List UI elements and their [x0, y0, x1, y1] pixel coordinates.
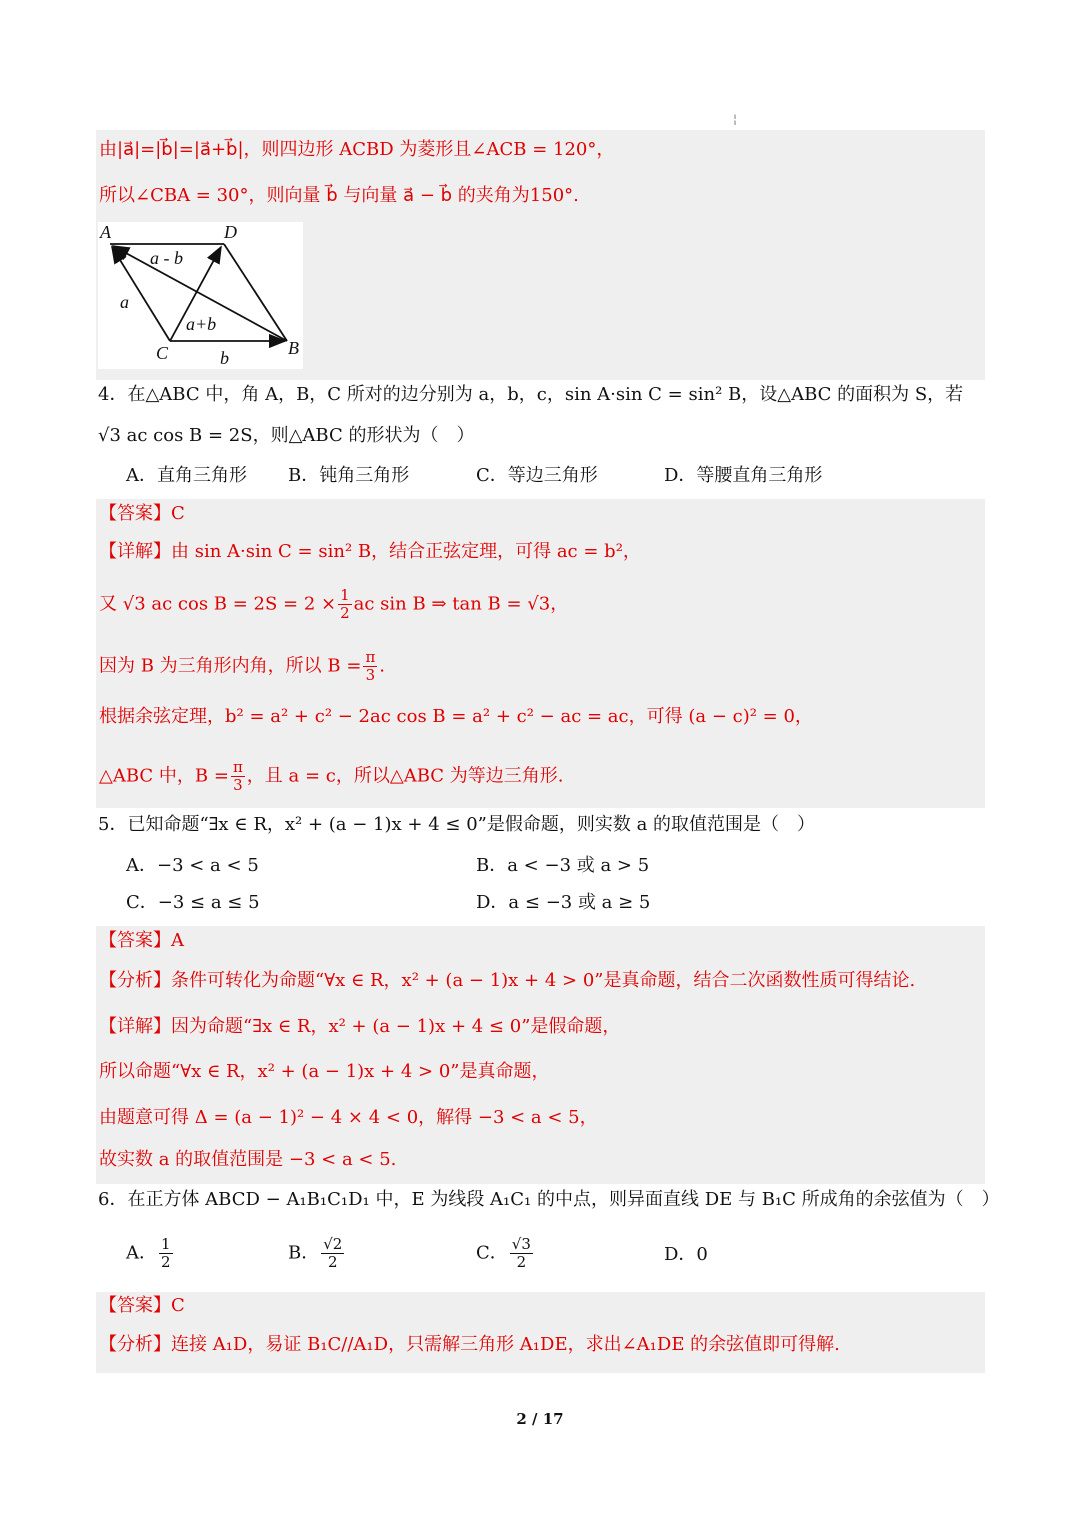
question-6-line1: 6．在正方体 ABCD − A₁B₁C₁D₁ 中，E 为线段 A₁C₁ 的中点，则异面直线 DE 与 B₁C 所成角的余弦值为（ ） [98, 1189, 1000, 1210]
detail-line: 由题意可得 Δ = (a − 1)² − 4 × 4 < 0，解得 −3 < a < 5， [99, 1107, 598, 1128]
label-b: b [220, 348, 229, 368]
fraction [338, 587, 352, 622]
detail-line [99, 587, 568, 622]
vector-rhombus-figure [98, 222, 303, 369]
analysis-line [99, 1333, 840, 1357]
analysis-text: 条件可转化为命题“∀x ∈ R，x² + (a − 1)x + 4 > 0”是真命题，结合二次函数性质可得结论. [171, 970, 916, 991]
detail-text: . [379, 655, 386, 677]
answer-label: 【答案】C [99, 1295, 185, 1316]
q6-option-b [288, 1236, 346, 1271]
q4-option-b: B．钝角三角形 [288, 465, 410, 486]
analysis-tag: 【分析】 [99, 970, 171, 991]
fraction-denominator: 2 [161, 1253, 171, 1271]
detail-line [99, 540, 641, 564]
label-B: B [288, 338, 299, 358]
fraction-denominator: 3 [365, 666, 376, 684]
q5-option-d: D．a ≤ −3 或 a ≥ 5 [476, 892, 651, 913]
question-4-line1: 4．在△ABC 中，角 A，B，C 所对的边分别为 a，b，c，sin A·sin C = sin² B，设△ABC 的面积为 S，若 [98, 384, 964, 405]
label-D: D [224, 222, 237, 242]
solution-line: 所以∠CBA = 30°，则向量 b⃗ 与向量 a⃗ − b⃗ 的夹角为150°. [99, 185, 579, 206]
detail-text: ac sin B ⇒ tan B = √3， [353, 593, 569, 615]
option-label: C． [476, 1242, 508, 1264]
page-marker: ¦ [733, 112, 738, 126]
option-label: A． [126, 1242, 157, 1264]
page-number: 2 / 17 [516, 1410, 564, 1428]
fraction [231, 759, 245, 794]
label-a: a [120, 292, 129, 312]
analysis-tag: 【分析】 [99, 1334, 171, 1355]
q5-option-b: B．a < −3 或 a > 5 [476, 855, 650, 876]
q4-option-d: D．等腰直角三角形 [664, 465, 823, 486]
detail-text: △ABC 中，B = [99, 765, 229, 787]
detail-line: 所以命题“∀x ∈ R，x² + (a − 1)x + 4 > 0”是真命题， [99, 1061, 550, 1082]
answer-block-q4 [96, 499, 985, 808]
fraction-denominator: 3 [233, 776, 243, 794]
label-A: A [100, 222, 111, 242]
answer-block-q5 [96, 926, 985, 1184]
fraction-numerator: π [365, 648, 376, 666]
solution-line: 由|a⃗|=|b⃗|=|a⃗+b⃗|，则四边形 ACBD 为菱形且∠ACB = 120°， [99, 139, 615, 160]
fraction-numerator: 1 [340, 586, 350, 604]
q4-option-a: A．直角三角形 [126, 465, 247, 486]
detail-text: 又 √3 ac cos B = 2S = 2 × [99, 593, 337, 615]
segment-DB [224, 244, 287, 341]
label-a-minus-b: a - b [150, 248, 183, 268]
analysis-line [99, 969, 915, 993]
detail-text: 因为命题“∃x ∈ R，x² + (a − 1)x + 4 ≤ 0”是假命题， [171, 1016, 621, 1037]
fraction [159, 1236, 173, 1271]
question-4-line2: √3 ac cos B = 2S，则△ABC 的形状为（ ） [98, 425, 475, 446]
q6-option-d: D．0 [664, 1244, 708, 1265]
fraction-numerator: √2 [323, 1235, 343, 1253]
detail-line [99, 649, 385, 684]
answer-label: 【答案】A [99, 930, 184, 951]
fraction-numerator: π [232, 758, 243, 776]
answer-label: 【答案】C [99, 503, 185, 524]
fraction-denominator: 2 [340, 604, 350, 622]
detail-line [99, 1015, 620, 1039]
q6-option-c [476, 1236, 535, 1271]
detail-line [99, 759, 563, 794]
fraction [510, 1236, 533, 1271]
fraction [321, 1236, 344, 1271]
q4-option-c: C．等边三角形 [476, 465, 598, 486]
option-label: B． [288, 1242, 320, 1264]
detail-text: 因为 B 为三角形内角，所以 B = [99, 655, 362, 677]
fraction-numerator: √3 [511, 1235, 531, 1253]
detail-line: 故实数 a 的取值范围是 −3 < a < 5. [99, 1149, 397, 1170]
detail-line: 根据余弦定理，b² = a² + c² − 2ac cos B = a² + c² − ac = ac，可得 (a − c)² = 0， [99, 706, 813, 727]
fraction-denominator: 2 [328, 1253, 338, 1271]
detail-tag: 【详解】 [99, 1016, 171, 1037]
fraction-denominator: 2 [516, 1253, 527, 1271]
label-C: C [156, 343, 169, 363]
label-a-plus-b: a+b [186, 314, 217, 334]
detail-tag: 【详解】 [99, 541, 171, 562]
fraction-numerator: 1 [161, 1235, 171, 1253]
q5-option-c: C．−3 ≤ a ≤ 5 [126, 892, 260, 913]
rhombus-diagram [98, 222, 303, 369]
q5-option-a: A．−3 < a < 5 [126, 855, 259, 876]
detail-text: 由 sin A·sin C = sin² B，结合正弦定理，可得 ac = b²， [171, 541, 641, 562]
fraction [363, 649, 377, 684]
analysis-text: 连接 A₁D，易证 B₁C//A₁D，只需解三角形 A₁DE，求出∠A₁DE 的余弦值即可得解. [171, 1334, 840, 1355]
q6-option-a [126, 1236, 175, 1271]
answer-block-q6 [96, 1292, 985, 1373]
detail-text: ，且 a = c，所以△ABC 为等边三角形. [246, 765, 564, 787]
question-5-line1: 5．已知命题“∃x ∈ R，x² + (a − 1)x + 4 ≤ 0”是假命题，则实数 a 的取值范围是（ ） [98, 814, 816, 835]
